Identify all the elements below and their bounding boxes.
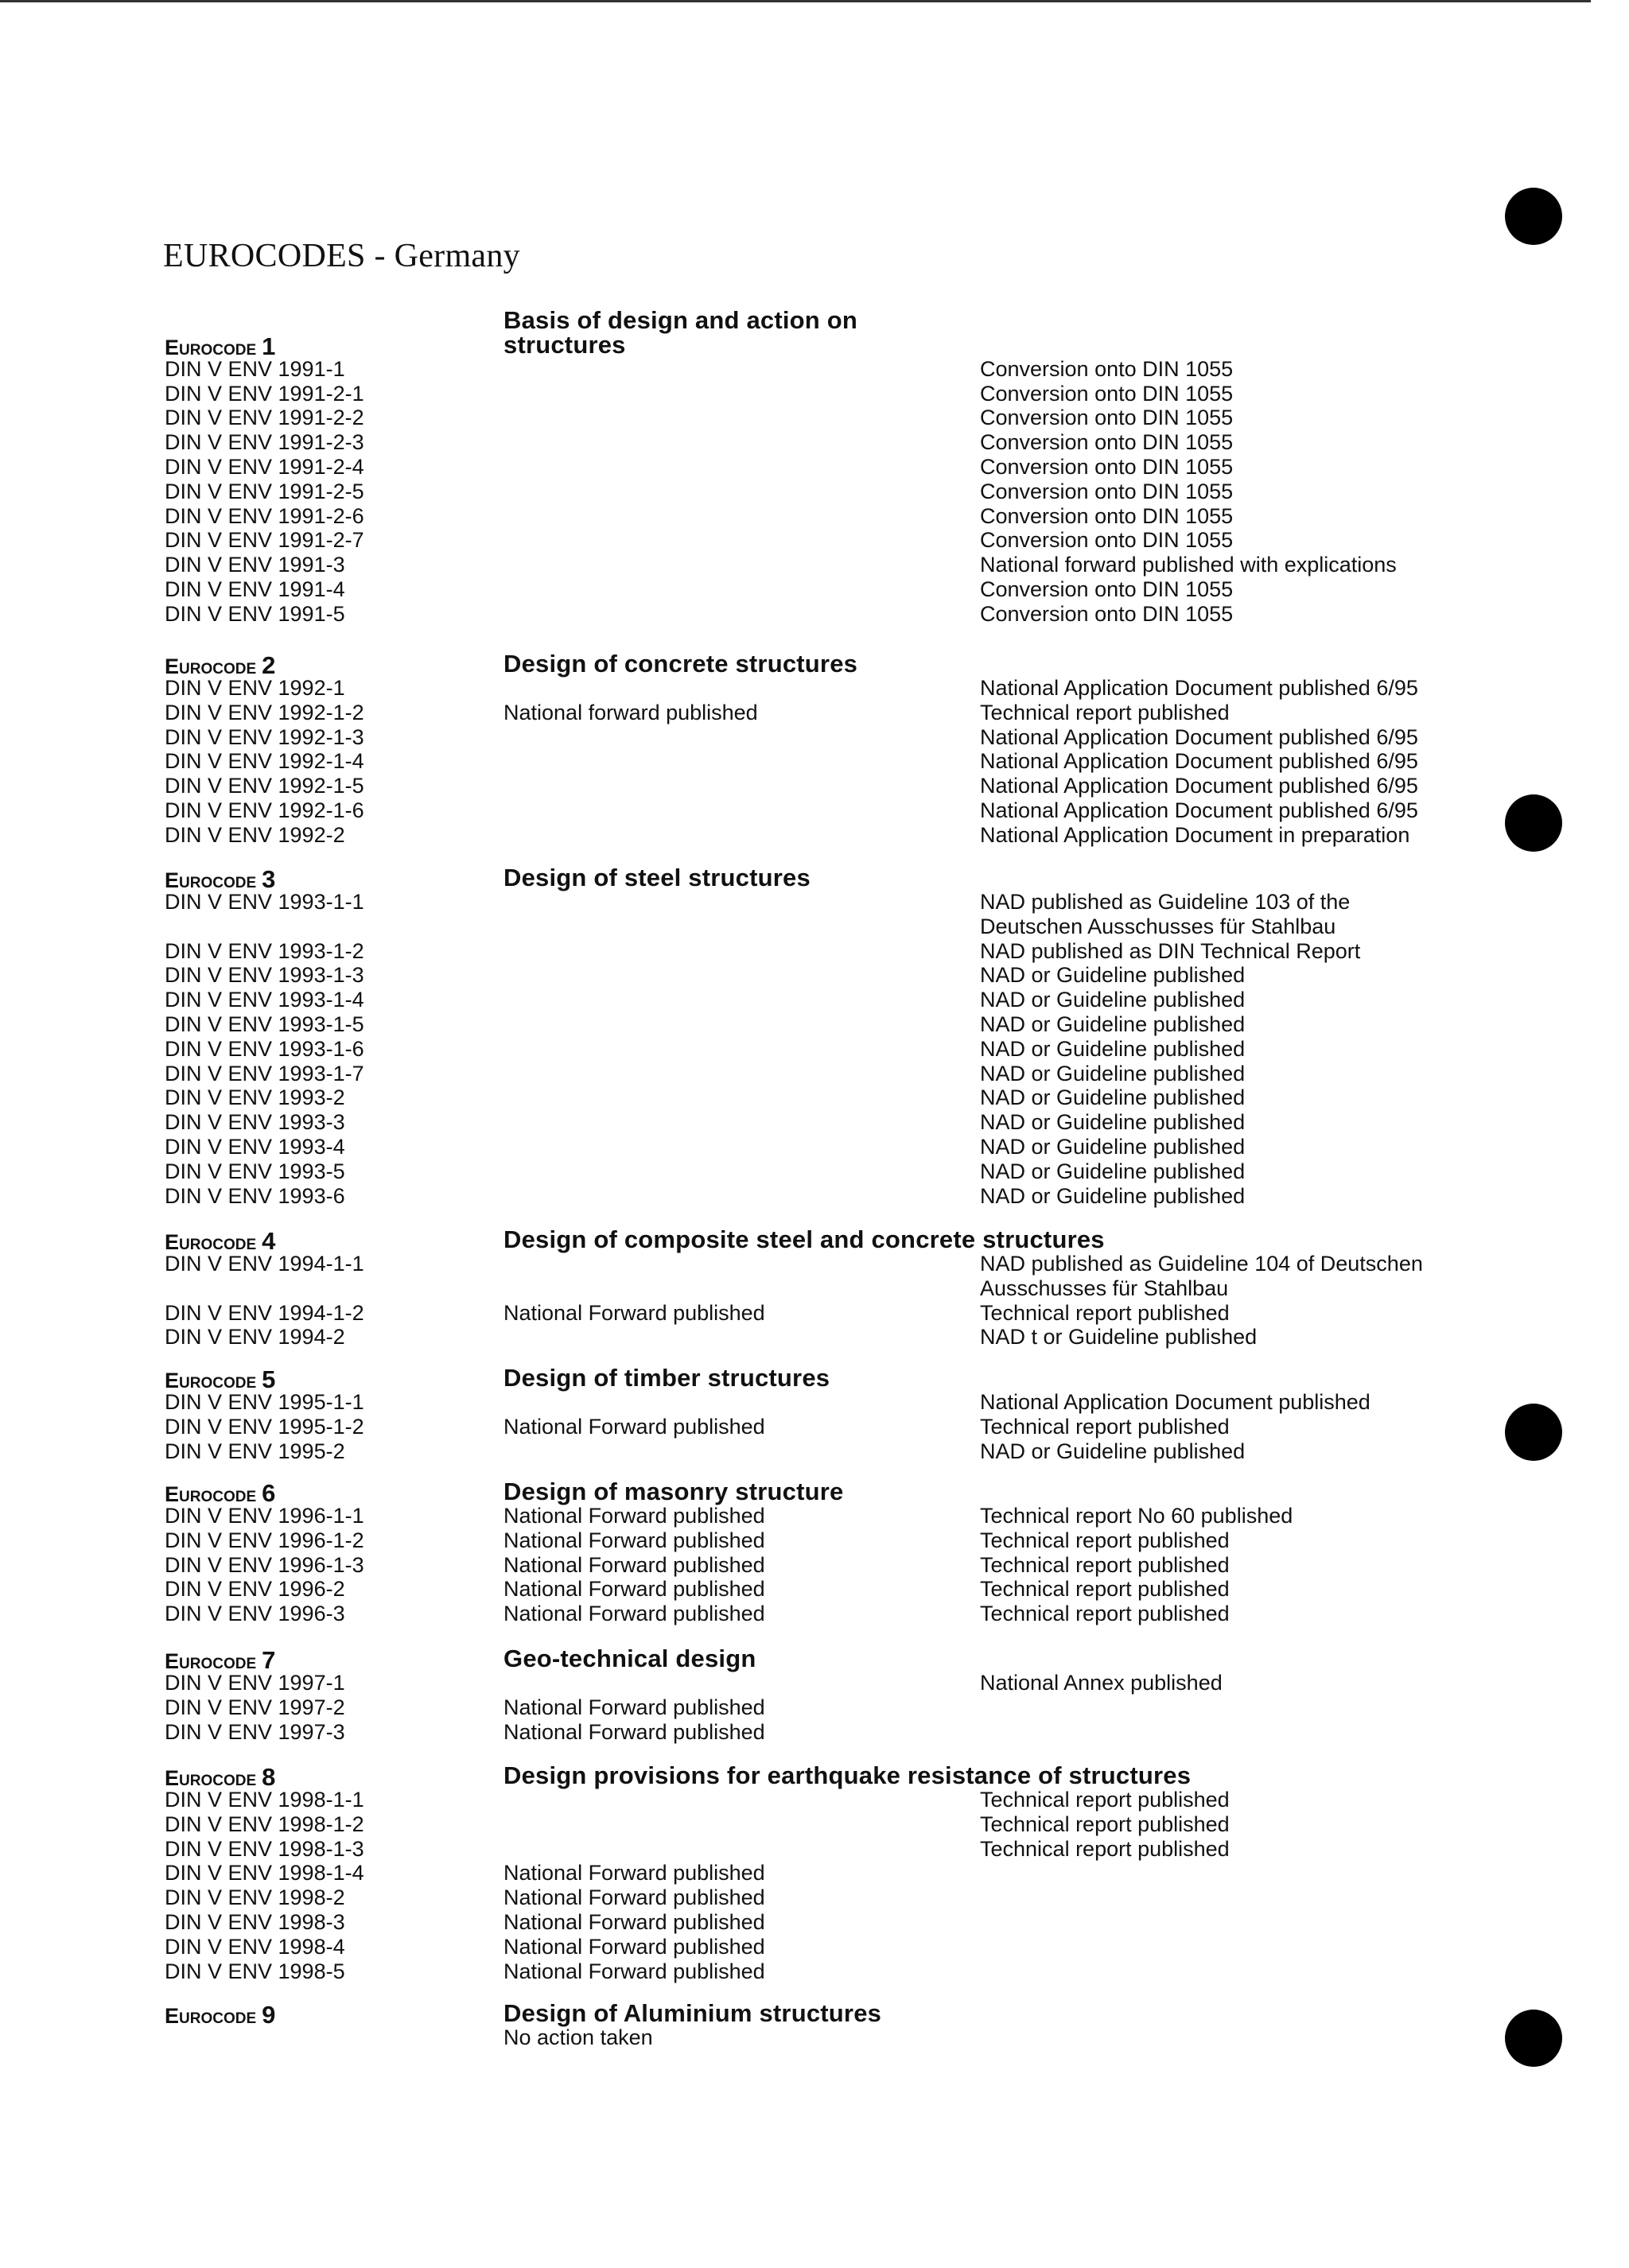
standard-code: DIN V ENV 1991-1: [165, 356, 345, 381]
forward-status: National forward published: [503, 700, 758, 724]
standard-code: DIN V ENV 1998-1-2: [165, 1812, 364, 1836]
standard-code: DIN V ENV 1992-1-2: [165, 700, 364, 724]
publication-status: National Application Document in preparation: [980, 822, 1410, 847]
publication-status: Conversion onto DIN 1055: [980, 528, 1234, 553]
table-row: [0, 1910, 1629, 1935]
table-row: [0, 1788, 1629, 1812]
eurocode-label-text: Eurocode: [165, 1766, 257, 1790]
table-row: [0, 890, 1629, 938]
forward-status: National Forward published: [503, 1552, 765, 1577]
eurocode-label-text: Eurocode: [165, 868, 257, 892]
standard-code: DIN V ENV 1992-1-3: [165, 724, 364, 749]
forward-status: National Forward published: [503, 1300, 765, 1325]
publication-status: Conversion onto DIN 1055: [980, 381, 1234, 406]
table-row: [0, 1577, 1629, 1602]
publication-status: Conversion onto DIN 1055: [980, 356, 1234, 381]
eurocode-number: 2: [262, 651, 276, 679]
standard-code: DIN V ENV 1992-1-4: [165, 749, 364, 774]
publication-status: National Application Document published: [980, 1390, 1370, 1414]
standard-code: DIN V ENV 1991-2-7: [165, 528, 364, 553]
publication-status: Conversion onto DIN 1055: [980, 601, 1234, 626]
standard-code: DIN V ENV 1993-6: [165, 1183, 345, 1208]
publication-status: NAD published as DIN Technical Report: [980, 938, 1361, 963]
standard-code: DIN V ENV 1993-1-4: [165, 988, 364, 1012]
eurocode-number: 4: [262, 1227, 276, 1255]
standard-code: DIN V ENV 1993-1-2: [165, 938, 364, 963]
standard-code: DIN V ENV 1991-5: [165, 601, 345, 626]
forward-status: National Forward published: [503, 1695, 765, 1719]
forward-status: National Forward published: [503, 1577, 765, 1602]
publication-status: Technical report published: [980, 1552, 1230, 1577]
forward-status: National Forward published: [503, 1504, 765, 1528]
publication-status: NAD or Guideline published: [980, 1012, 1246, 1036]
publication-status: National Application Document published 6/95: [980, 724, 1418, 749]
table-row: [0, 480, 1629, 504]
table-row: [0, 749, 1629, 774]
punch-hole-1: [1505, 188, 1562, 245]
publication-status: National forward published with explications: [980, 553, 1397, 577]
section-title: Design of timber structures: [503, 1364, 830, 1392]
table-row: [0, 1085, 1629, 1110]
publication-status: NAD or Guideline published: [980, 1110, 1246, 1135]
standard-code: DIN V ENV 1997-3: [165, 1719, 345, 1744]
publication-status: Conversion onto DIN 1055: [980, 455, 1234, 479]
table-row: [0, 798, 1629, 823]
section-title: Design of steel structures: [503, 864, 811, 891]
standard-code: DIN V ENV 1991-2-6: [165, 503, 364, 528]
eurocode-label-text: Eurocode: [165, 1230, 257, 1254]
standard-code: DIN V ENV 1998-3: [165, 1910, 345, 1934]
publication-status: Technical report published: [980, 1788, 1230, 1812]
table-row: [0, 1671, 1629, 1695]
standard-code: DIN V ENV 1992-1-5: [165, 774, 364, 798]
section-title: structures: [503, 330, 626, 359]
publication-status: NAD published as Guideline 103 of the: [980, 890, 1351, 914]
eurocode-label: [165, 2001, 275, 2029]
publication-status: NAD or Guideline published: [980, 1135, 1246, 1159]
standard-code: DIN V ENV 1991-4: [165, 577, 345, 601]
section-title: Design of concrete structures: [503, 650, 858, 678]
publication-status: Ausschusses für Stahlbau: [980, 1276, 1229, 1300]
publication-status: National Application Document published 6/95: [980, 749, 1418, 774]
standard-code: DIN V ENV 1993-1-6: [165, 1036, 364, 1061]
publication-status: NAD or Guideline published: [980, 1085, 1246, 1110]
forward-status: National Forward published: [503, 1861, 765, 1885]
eurocode-number: 3: [262, 865, 276, 893]
standard-code: DIN V ENV 1997-2: [165, 1695, 345, 1719]
table-row: [0, 455, 1629, 480]
table-row: [0, 676, 1629, 701]
publication-status: NAD or Guideline published: [980, 1036, 1246, 1061]
publication-status: Technical report published: [980, 1300, 1230, 1325]
table-row: [0, 1861, 1629, 1885]
table-row: [0, 1602, 1629, 1626]
publication-status: Technical report published: [980, 1812, 1230, 1836]
table-row: [0, 1012, 1629, 1037]
forward-status: National Forward published: [503, 1934, 765, 1959]
page-title: EUROCODES - Germany: [163, 238, 520, 275]
eurocode-number: 1: [262, 332, 276, 360]
eurocode-number: 6: [262, 1479, 276, 1507]
forward-status: National Forward published: [503, 1602, 765, 1626]
standard-code: DIN V ENV 1992-1-6: [165, 798, 364, 822]
table-row: [0, 577, 1629, 602]
standard-code: DIN V ENV 1993-1-1: [165, 890, 364, 914]
table-row: [0, 1159, 1629, 1184]
standard-code: DIN V ENV 1995-2: [165, 1439, 345, 1463]
publication-status: Conversion onto DIN 1055: [980, 430, 1234, 455]
publication-status: Technical report published: [980, 700, 1230, 724]
table-row: [0, 1415, 1629, 1439]
table-row: [0, 1062, 1629, 1086]
eurocode-label-text: Eurocode: [165, 1649, 257, 1673]
section-title: Design provisions for earthquake resistance of structures: [503, 1761, 1192, 1789]
table-row: [0, 528, 1629, 553]
table-row: [0, 382, 1629, 406]
table-row: [0, 1135, 1629, 1159]
table-row: [0, 1553, 1629, 1578]
table-row: [0, 1528, 1629, 1553]
table-row: [0, 1504, 1629, 1528]
publication-status: Deutschen Ausschusses für Stahlbau: [980, 914, 1336, 938]
table-row: [0, 1885, 1629, 1910]
table-row: [0, 553, 1629, 577]
standard-code: DIN V ENV 1991-3: [165, 553, 345, 577]
eurocode-label-text: Eurocode: [165, 335, 257, 359]
table-row: [0, 357, 1629, 382]
table-row: [0, 1837, 1629, 1862]
table-row: [0, 1720, 1629, 1745]
publication-status: Technical report published: [980, 1602, 1230, 1626]
standard-code: DIN V ENV 1997-1: [165, 1671, 345, 1695]
section-title: Design of masonry structure: [503, 1478, 844, 1505]
forward-status: National Forward published: [503, 1528, 765, 1552]
standard-code: DIN V ENV 1991-2-3: [165, 430, 364, 455]
table-row: [0, 1110, 1629, 1135]
standard-code: DIN V ENV 1998-5: [165, 1959, 345, 1983]
publication-status: NAD or Guideline published: [980, 1183, 1246, 1208]
table-row: [0, 963, 1629, 988]
standard-code: DIN V ENV 1993-1-3: [165, 963, 364, 988]
eurocode-number: 7: [262, 1646, 276, 1674]
publication-status: National Application Document published 6/95: [980, 676, 1418, 700]
table-row: [0, 1325, 1629, 1350]
section-title: Design of composite steel and concrete structures: [503, 1225, 1105, 1253]
forward-status: National Forward published: [503, 1414, 765, 1439]
table-row: [0, 988, 1629, 1012]
standard-code: DIN V ENV 1991-2-4: [165, 455, 364, 479]
standard-code: DIN V ENV 1998-2: [165, 1885, 345, 1910]
table-row: [0, 1959, 1629, 1984]
forward-status: National Forward published: [503, 1719, 765, 1744]
table-row: [0, 1252, 1629, 1300]
section-title: Basis of design and action on: [503, 306, 858, 334]
punch-hole-4: [1505, 2010, 1562, 2067]
standard-code: DIN V ENV 1993-2: [165, 1085, 345, 1110]
table-row: [0, 504, 1629, 529]
standard-code: DIN V ENV 1996-1-1: [165, 1504, 364, 1528]
publication-status: Technical report published: [980, 1414, 1230, 1439]
table-row: [0, 1439, 1629, 1464]
standard-code: DIN V ENV 1995-1-2: [165, 1414, 364, 1439]
table-row: [0, 823, 1629, 848]
eurocode-number: 5: [262, 1365, 276, 1393]
eurocode-label-text: Eurocode: [165, 2004, 257, 2028]
publication-status: NAD published as Guideline 104 of Deutschen: [980, 1252, 1423, 1276]
table-row: [0, 1037, 1629, 1062]
standard-code: DIN V ENV 1992-2: [165, 822, 345, 847]
standard-code: DIN V ENV 1998-4: [165, 1934, 345, 1959]
standard-code: DIN V ENV 1996-1-3: [165, 1552, 364, 1577]
publication-status: National Application Document published 6/95: [980, 798, 1418, 822]
publication-status: NAD or Guideline published: [980, 1159, 1246, 1183]
standard-code: DIN V ENV 1994-1-1: [165, 1252, 364, 1276]
forward-status: National Forward published: [503, 1885, 765, 1910]
eurocode-number: 9: [262, 2001, 276, 2029]
eurocode-label-text: Eurocode: [165, 1482, 257, 1506]
standard-code: DIN V ENV 1991-2-1: [165, 381, 364, 406]
standard-code: DIN V ENV 1995-1-1: [165, 1390, 364, 1414]
eurocode-number: 8: [262, 1763, 276, 1791]
publication-status: NAD or Guideline published: [980, 1439, 1246, 1463]
table-row: [0, 430, 1629, 455]
eurocode-label-text: Eurocode: [165, 654, 257, 678]
table-row: [0, 1812, 1629, 1837]
standard-code: DIN V ENV 1996-2: [165, 1577, 345, 1602]
table-row: [0, 1390, 1629, 1415]
table-row: [0, 1184, 1629, 1209]
standard-code: DIN V ENV 1993-1-7: [165, 1061, 364, 1085]
publication-status: Technical report published: [980, 1528, 1230, 1552]
section-title: Design of Aluminium structures: [503, 1999, 882, 2027]
section-note: No action taken: [503, 2025, 653, 2049]
publication-status: Conversion onto DIN 1055: [980, 406, 1234, 430]
table-row: [0, 406, 1629, 430]
publication-status: Conversion onto DIN 1055: [980, 503, 1234, 528]
standard-code: DIN V ENV 1993-4: [165, 1135, 345, 1159]
standard-code: DIN V ENV 1993-3: [165, 1110, 345, 1135]
standard-code: DIN V ENV 1998-1-4: [165, 1861, 364, 1885]
standard-code: DIN V ENV 1996-1-2: [165, 1528, 364, 1552]
table-row: [0, 1695, 1629, 1720]
standard-code: DIN V ENV 1998-1-1: [165, 1788, 364, 1812]
publication-status: National Application Document published 6/95: [980, 774, 1418, 798]
standard-code: DIN V ENV 1992-1: [165, 676, 345, 700]
standard-code: DIN V ENV 1994-2: [165, 1325, 345, 1350]
publication-status: NAD or Guideline published: [980, 988, 1246, 1012]
publication-status: NAD or Guideline published: [980, 963, 1246, 988]
table-row: [0, 725, 1629, 750]
standard-code: DIN V ENV 1991-2-2: [165, 406, 364, 430]
forward-status: National Forward published: [503, 1959, 765, 1983]
publication-status: Technical report published: [980, 1577, 1230, 1602]
publication-status: Conversion onto DIN 1055: [980, 577, 1234, 601]
table-row: [0, 774, 1629, 798]
standard-code: DIN V ENV 1993-5: [165, 1159, 345, 1183]
publication-status: NAD or Guideline published: [980, 1061, 1246, 1085]
standard-code: DIN V ENV 1991-2-5: [165, 479, 364, 503]
publication-status: Technical report No 60 published: [980, 1504, 1293, 1528]
standard-code: DIN V ENV 1996-3: [165, 1602, 345, 1626]
table-row: [0, 701, 1629, 725]
standard-code: DIN V ENV 1994-1-2: [165, 1300, 364, 1325]
table-row: [0, 602, 1629, 627]
table-row: [0, 1935, 1629, 1959]
section-title: Geo-technical design: [503, 1645, 756, 1672]
table-row: [0, 939, 1629, 964]
publication-status: Technical report published: [980, 1836, 1230, 1861]
standard-code: DIN V ENV 1993-1-5: [165, 1012, 364, 1036]
eurocode-label-text: Eurocode: [165, 1369, 257, 1392]
top-edge-rule: [0, 0, 1591, 2]
forward-status: National Forward published: [503, 1910, 765, 1934]
standard-code: DIN V ENV 1998-1-3: [165, 1836, 364, 1861]
table-row: [0, 1301, 1629, 1326]
publication-status: NAD t or Guideline published: [980, 1325, 1258, 1350]
publication-status: National Annex published: [980, 1671, 1223, 1695]
publication-status: Conversion onto DIN 1055: [980, 479, 1234, 503]
